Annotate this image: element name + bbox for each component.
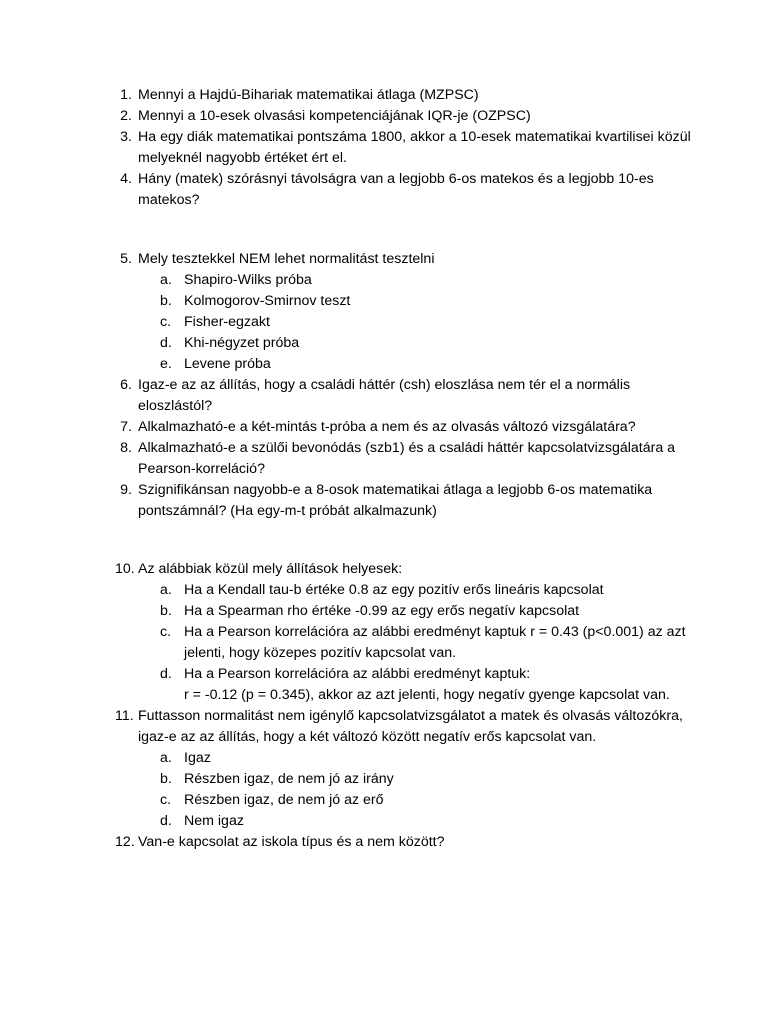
option-text: Ha a Spearman rho értéke -0.99 az egy erős negatív kapcsolat [184,603,580,619]
option-letter: a. [160,272,172,288]
option-text: Részben igaz, de nem jó az irány [184,771,394,787]
question-2 [0,106,768,127]
option-letter: b. [160,293,172,309]
option-letter: c. [160,792,172,808]
question-number: 7. [120,419,132,435]
question-text: Az alábbiak közül mely állítások helyesek: [138,561,403,577]
question-number: 2. [120,108,132,124]
document-page [0,85,768,853]
question-7 [0,417,768,438]
option-item [0,622,768,664]
question-number: 10. [115,561,135,577]
question-text: Alkalmazható-e a szülői bevonódás (szb1) és a családi háttér kapcsolatvizsgálatára a Pearson-korreláció? [138,440,676,477]
option-text: Khi-négyzet próba [184,335,300,351]
question-number: 6. [120,377,132,393]
question-3 [0,127,768,169]
option-item [0,312,768,333]
question-text: Mennyi a Hajdú-Bihariak matematikai átlaga (MZPSC) [138,87,479,103]
option-item [0,811,768,832]
question-number: 9. [120,482,132,498]
option-text: Nem igaz [184,813,244,829]
question-11 [0,706,768,748]
question-1 [0,85,768,106]
question-text: Szignifikánsan nagyobb-e a 8-osok matematikai átlaga a legjobb 6-os matematika pontszámnál? (Ha egy-m-t próbát alkalmazunk) [138,482,653,519]
question-9 [0,480,768,522]
question-number: 4. [120,171,132,187]
option-item [0,748,768,769]
option-item [0,601,768,622]
option-letter: e. [160,356,172,372]
option-text: Kolmogorov-Smirnov teszt [184,293,351,309]
question-5-options [0,270,768,375]
option-item [0,664,768,706]
option-letter: a. [160,750,172,766]
question-5 [0,249,768,270]
option-text-line2: r = -0.12 (p = 0.345), akkor az azt jelenti, hogy negatív gyenge kapcsolat van. [184,687,670,703]
option-letter: b. [160,603,172,619]
option-text: Fisher-egzakt [184,314,270,330]
option-letter: d. [160,335,172,351]
option-text: Igaz [184,750,211,766]
question-text: Hány (matek) szórásnyi távolságra van a legjobb 6-os matekos és a legjobb 10-es matekos? [138,171,654,208]
option-text: Ha a Pearson korrelációra az alábbi eredményt kaptuk r = 0.43 (p<0.001) az azt jelenti, hogy közepes pozitív kapcsolat van. [184,624,686,661]
question-number: 1. [120,87,132,103]
question-6 [0,375,768,417]
question-4 [0,169,768,211]
option-letter: d. [160,813,172,829]
question-10 [0,559,768,580]
option-item [0,291,768,312]
spacer [0,522,768,559]
question-text: Futtasson normalitást nem igénylő kapcsolatvizsgálatot a matek és olvasás változókra, igaz-e az az állítás, hogy a két változó között negatív erős kapcsolat van. [138,708,683,745]
option-letter: b. [160,771,172,787]
question-number: 12. [115,834,135,850]
question-number: 3. [120,129,132,145]
option-text-line1: Ha a Pearson korrelációra az alábbi eredményt kaptuk: [184,666,531,682]
question-text: Alkalmazható-e a két-mintás t-próba a nem és az olvasás változó vizsgálatára? [138,419,636,435]
option-item [0,333,768,354]
option-text: Levene próba [184,356,271,372]
question-text: Mennyi a 10-esek olvasási kompetenciájának IQR-je (OZPSC) [138,108,531,124]
question-11-options [0,748,768,832]
question-number: 5. [120,251,132,267]
question-number: 11. [115,708,134,724]
option-letter: a. [160,582,172,598]
option-text: Részben igaz, de nem jó az erő [184,792,384,808]
question-8 [0,438,768,480]
option-letter: c. [160,314,172,330]
question-text: Igaz-e az az állítás, hogy a családi háttér (csh) eloszlása nem tér el a normális eloszlástól? [138,377,631,414]
option-text: Shapiro-Wilks próba [184,272,312,288]
question-12 [0,832,768,853]
option-item [0,790,768,811]
option-text: Ha a Kendall tau-b értéke 0.8 az egy pozitív erős lineáris kapcsolat [184,582,604,598]
question-number: 8. [120,440,132,456]
option-item [0,769,768,790]
spacer [0,211,768,249]
option-item [0,354,768,375]
option-letter: c. [160,624,172,640]
option-letter: d. [160,666,172,682]
option-item [0,270,768,291]
question-text: Mely tesztekkel NEM lehet normalitást tesztelni [138,251,435,267]
question-text: Van-e kapcsolat az iskola típus és a nem között? [138,834,445,850]
question-10-options [0,580,768,706]
option-item [0,580,768,601]
question-text: Ha egy diák matematikai pontszáma 1800, akkor a 10-esek matematikai kvartilisei közül melyeknél nagyobb értéket ért el. [138,129,691,166]
